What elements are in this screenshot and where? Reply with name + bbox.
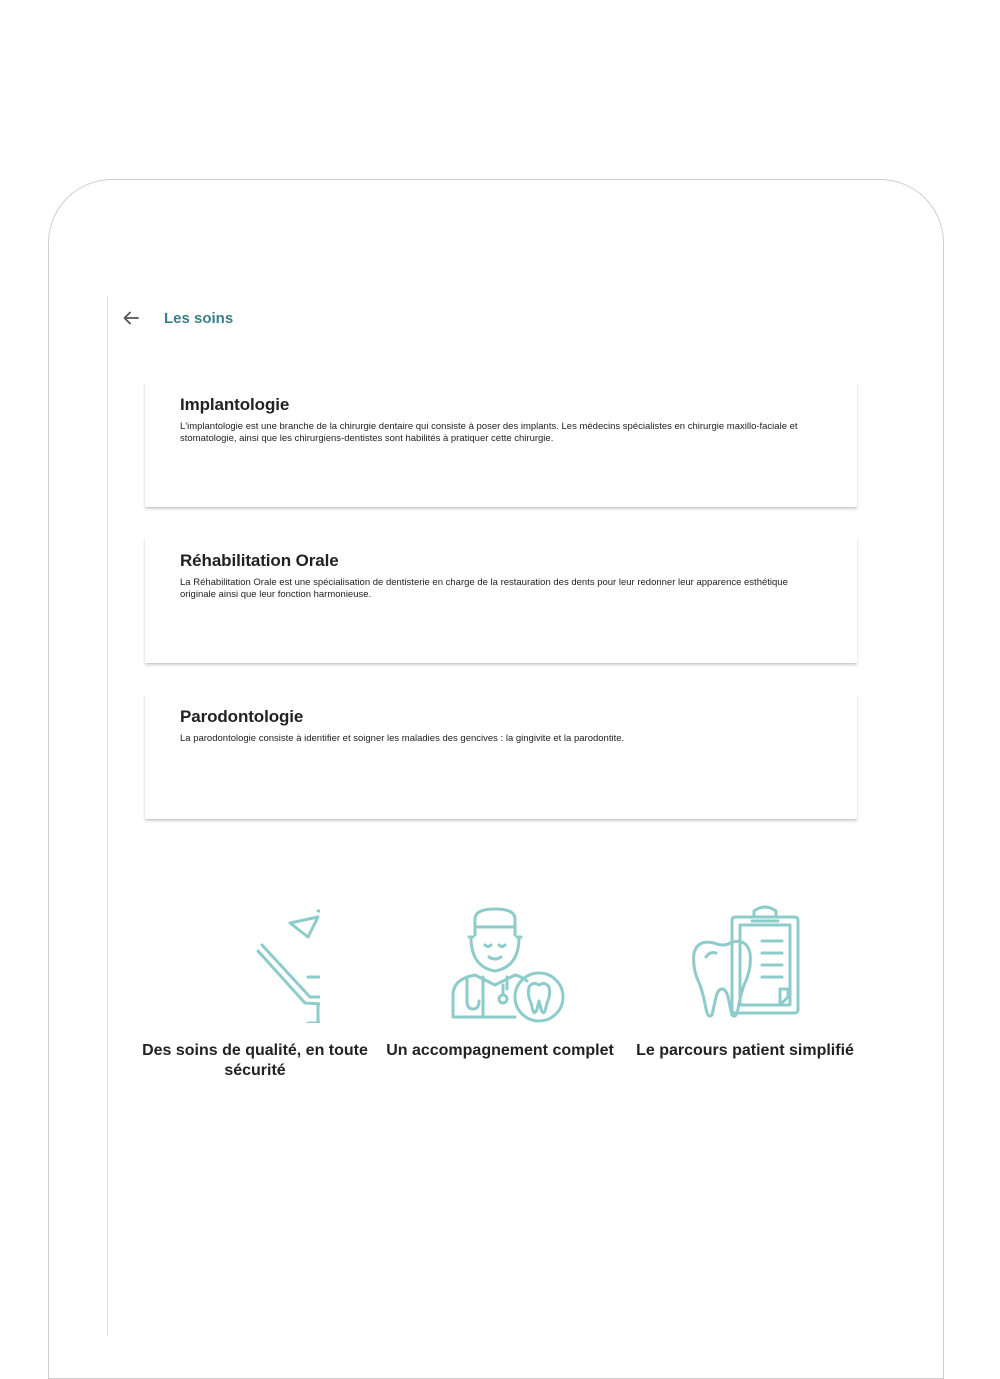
features-section bbox=[130, 905, 870, 1085]
card-description: La Réhabilitation Orale est une spécialisation de dentisterie en charge de la restauration des dents pour leur redonner leur apparence esthétique originale ainsi que leur fonction harmonieuse. bbox=[180, 577, 788, 600]
card-title: Réhabilitation Orale bbox=[180, 551, 339, 570]
feature-patient-journey bbox=[620, 905, 870, 1061]
dentist-doctor-icon bbox=[435, 905, 565, 1023]
page-header bbox=[120, 305, 233, 331]
feature-label: Des soins de qualité, en toute sécurité bbox=[142, 1042, 368, 1079]
card-title: Implantologie bbox=[180, 395, 290, 414]
content-divider bbox=[107, 296, 108, 1336]
page-title: Les soins bbox=[164, 309, 234, 327]
card-implantologie[interactable] bbox=[145, 381, 857, 507]
arrow-left-icon bbox=[123, 311, 139, 325]
card-title: Parodontologie bbox=[180, 707, 304, 726]
card-description: La parodontologie consiste à identifier et soigner les maladies des gencives : la gingivite et la parodontite. bbox=[180, 733, 625, 744]
feature-label: Un accompagnement complet bbox=[386, 1042, 614, 1059]
card-rehabilitation-orale[interactable] bbox=[145, 537, 857, 663]
feature-label: Le parcours patient simplifié bbox=[636, 1042, 854, 1059]
feature-quality bbox=[130, 905, 380, 1081]
card-parodontologie[interactable] bbox=[145, 693, 857, 819]
back-button[interactable] bbox=[120, 307, 142, 329]
card-description: L'implantologie est une branche de la chirurgie dentaire qui consiste à poser des implants. Les médecins spécialistes en chirurgie maxillo-faciale et stomatologie, ainsi que les chirurgiens-dentistes sont habilités à pratiquer cette chirurgie. bbox=[180, 421, 798, 444]
dental-chair-icon bbox=[190, 905, 320, 1023]
feature-support bbox=[375, 905, 625, 1061]
tooth-clipboard-icon bbox=[680, 905, 810, 1023]
